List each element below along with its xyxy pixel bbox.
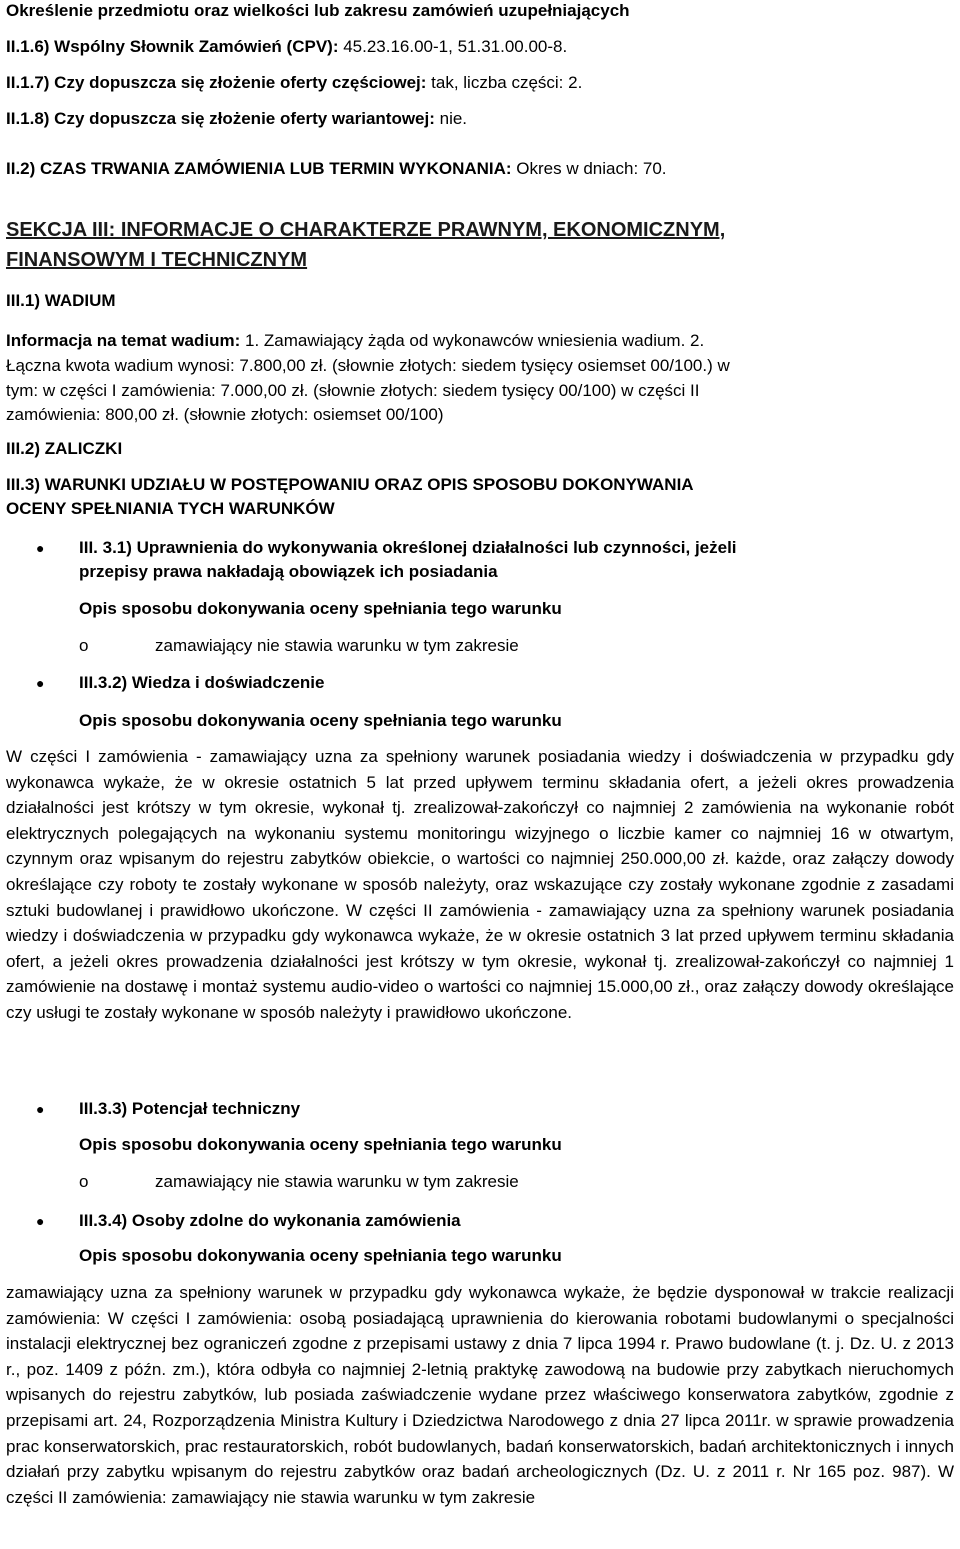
wadium-line-3: tym: w części I zamówienia: 7.000,00 zł. (słownie złotych: siedem tysięcy 00/100) w części II <box>6 381 700 400</box>
item-3-3-no-requirement: zamawiający nie stawia warunku w tym zakresie <box>155 1172 519 1191</box>
partial-offer-value: tak, liczba części: 2. <box>426 73 583 92</box>
cpv-value: 45.23.16.00-1, 51.31.00.00-8. <box>338 37 568 56</box>
item-3-2-title: III.3.2) Wiedza i doświadczenie <box>79 673 325 692</box>
variant-offer-line <box>6 108 467 129</box>
variant-offer-label: II.1.8) Czy dopuszcza się złożenie oferty wariantowej: <box>6 109 435 128</box>
item-3-3-title: III.3.3) Potencjał techniczny <box>79 1099 301 1118</box>
item-3-1-opis: Opis sposobu dokonywania oceny spełniania tego warunku <box>79 599 562 618</box>
item-3-1-line2: przepisy prawa nakładają obowiązek ich posiadania <box>79 562 498 581</box>
cpv-label: II.1.6) Wspólny Słownik Zamówień (CPV): <box>6 37 339 56</box>
item-3-2-opis: Opis sposobu dokonywania oceny spełniania tego warunku <box>79 711 562 730</box>
wadium-heading: III.1) WADIUM <box>6 291 116 310</box>
zaliczki-heading: III.2) ZALICZKI <box>6 439 123 458</box>
item-3-4-title: III.3.4) Osoby zdolne do wykonania zamówienia <box>79 1211 461 1230</box>
item-3-1-line1: III. 3.1) Uprawnienia do wykonywania określonej działalności lub czynności, jeżeli <box>79 538 737 557</box>
wadium-line-2: Łączna kwota wadium wynosi: 7.800,00 zł. (słownie złotych: siedem tysięcy osiemset 00/100.) w <box>6 356 730 375</box>
bullet-icon: ● <box>36 675 45 691</box>
paragraph-experience: W części I zamówienia - zamawiający uzna za spełniony warunek posiadania wiedzy i doświadczenia w przypadku gdy wykonawca wykaże, że w okresie ostatnich 5 lat przed upływem terminu składania ofert, a jeżeli okres prowadzenia działalności jest krótszy w tym okresie, wykonał tj. zrealizował-zakończył co najmniej 2 zamówienia na wykonanie robót elektrycznych polegających na wykonaniu systemu monitoringu wizyjnego o liczbie kamer co najmniej 16 w otwartym, czynnym oraz wpisanym do rejestru zabytków obiekcie, o wartości co najmniej 250.000,00 zł. każde, oraz załączy dowody określające czy roboty te zostały wykonane w sposób należyty, oraz wskazujące czy zostały wykonane zgodnie z zasadami sztuki budowlanej i prawidłowo ukończone. W części II zamówienia - zamawiający uzna za spełniony warunek posiadania wiedzy i doświadczenia w przypadku gdy wykonawca wykaże, że w okresie ostatnich 3 lat przed upływem terminu składania ofert, a jeżeli okres prowadzenia działalności jest krótszy w tym okresie, wykonał tj. zrealizował-zakończył co najmniej 1 zamówienie na dostawę i montaż systemu audio-video o wartości co najmniej 15.000,00 zł., oraz załączy dowody określające czy usługi te zostały wykonane w sposób należyty i prawidłowo ukończone. <box>6 747 954 1022</box>
section-3-title-line2: FINANSOWYM I TECHNICZNYM <box>6 249 308 271</box>
wadium-info-label: Informacja na temat wadium: <box>6 331 241 350</box>
item-3-3-opis: Opis sposobu dokonywania oceny spełniania tego warunku <box>79 1135 562 1154</box>
section-3-title-line1: SEKCJA III: INFORMACJE O CHARAKTERZE PRAWNYM, EKONOMICZNYM, <box>6 219 726 241</box>
circle-marker-icon: o <box>79 1172 89 1191</box>
partial-offer-line <box>6 72 582 93</box>
item-3-4-opis: Opis sposobu dokonywania oceny spełniania tego warunku <box>79 1246 562 1265</box>
wadium-line1-text: 1. Zamawiający żąda od wykonawców wniesienia wadium. 2. <box>240 331 705 350</box>
bullet-icon: ● <box>36 540 45 556</box>
variant-offer-value: nie. <box>434 109 468 128</box>
warunki-heading-line2: OCENY SPEŁNIANIA TYCH WARUNKÓW <box>6 499 335 518</box>
bullet-icon: ● <box>36 1101 45 1117</box>
partial-offer-label: II.1.7) Czy dopuszcza się złożenie oferty częściowej: <box>6 73 427 92</box>
wadium-line-1 <box>6 330 704 351</box>
duration-label: II.2) CZAS TRWANIA ZAMÓWIENIA LUB TERMIN WYKONANIA: <box>6 159 512 178</box>
duration-value: Okres w dniach: 70. <box>511 159 667 178</box>
duration-line <box>6 158 667 179</box>
circle-marker-icon: o <box>79 636 89 655</box>
heading-additional-orders: Określenie przedmiotu oraz wielkości lub zakresu zamówień uzupełniających <box>6 1 630 20</box>
wadium-line-4: zamówienia: 800,00 zł. (słownie złotych: osiemset 00/100) <box>6 405 444 424</box>
bullet-icon: ● <box>36 1213 45 1229</box>
item-3-1-no-requirement: zamawiający nie stawia warunku w tym zakresie <box>155 636 519 655</box>
paragraph-personnel: zamawiający uzna za spełniony warunek w przypadku gdy wykonawca wykaże, że będzie dysponował w trakcie realizacji zamówienia: W części I zamówienia: osobą posiadającą uprawnienia do kierowania robotami budowlanymi o specjalności instalacji elektrycznej bez ograniczeń zgodne z przepisami ustawy z dnia 7 lipca 1994 r. Prawo budowlane (t. j. Dz. U. z 2013 r., poz. 1409 z późn. zm.), która odbyła co najmniej 2-letnią praktykę zawodową na budowie przy zabytkach nieruchomych wpisanych do rejestru zabytków, lub posiada zaświadczenie wydane przez właściwego konserwatora zabytków, zgodnie z przepisami art. 24, Rozporządzenia Ministra Kultury i Dziedzictwa Narodowego z dnia 27 lipca 2011r. w sprawie prowadzenia prac konserwatorskich, prac restauratorskich, robót budowlanych, badań konserwatorskich, badań architektonicznych i innych działań przy zabytku wpisanym do rejestru zabytków oraz badań archeologicznych (Dz. U. z 2011 r. Nr 165 poz. 987). W części II zamówienia: zamawiający nie stawia warunku w tym zakresie <box>6 1283 954 1507</box>
cpv-line <box>6 36 567 57</box>
warunki-heading-line1: III.3) WARUNKI UDZIAŁU W POSTĘPOWANIU ORAZ OPIS SPOSOBU DOKONYWANIA <box>6 475 694 494</box>
